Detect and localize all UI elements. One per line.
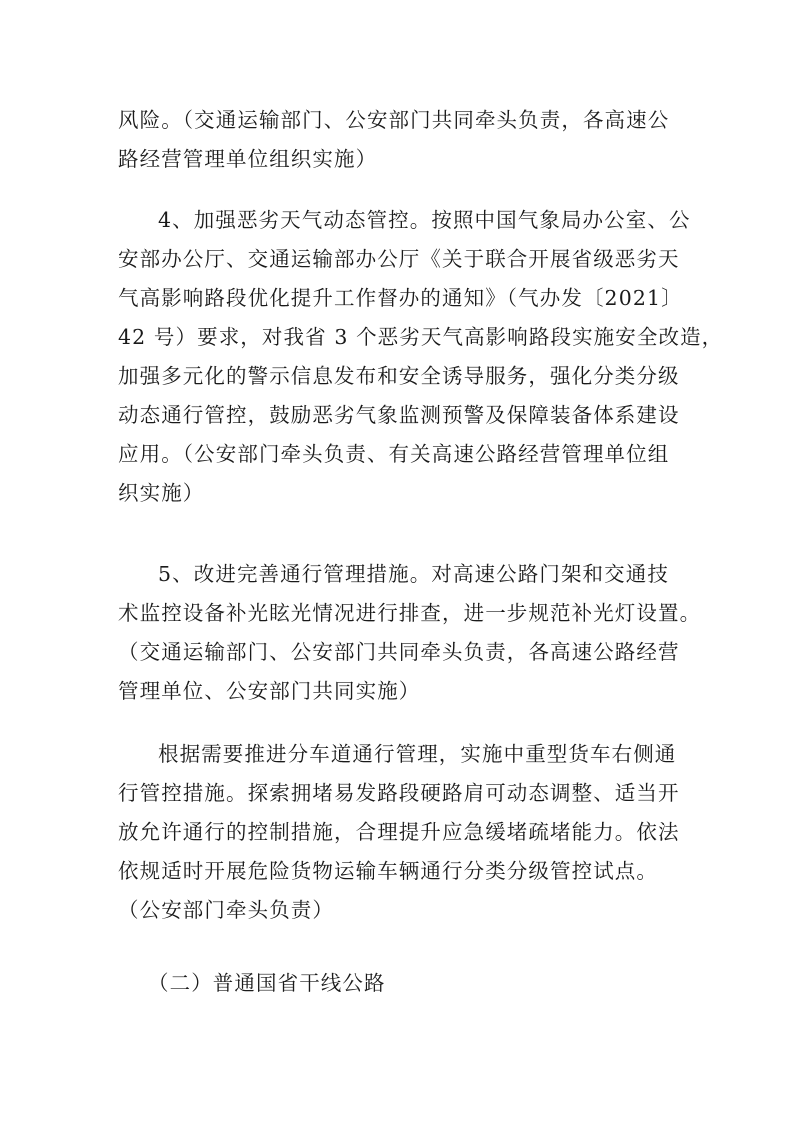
- text-line: 放允许通行的控制措施，合理提升应急缓堵疏堵能力。依法: [118, 820, 680, 844]
- text-line: 术监控设备补光眩光情况进行排查，进一步规范补光灯设置。: [118, 601, 702, 625]
- text-line: 42 号）要求，对我省 3 个恶劣天气高影响路段实施安全改造，: [118, 325, 724, 349]
- text-line: 气高影响路段优化提升工作督办的通知》（气办发〔2021〕: [118, 286, 683, 310]
- text-line: 动态通行管控，鼓励恶劣气象监测预警及保障装备体系建设: [118, 403, 680, 427]
- text-line: 安部办公厅、交通运输部办公厅《关于联合开展省级恶劣天: [118, 247, 680, 271]
- text-line: （公安部门牵头负责）: [118, 898, 334, 922]
- text-line: 依规适时开展危险货物运输车辆通行分类分级管控试点。: [118, 859, 658, 883]
- text-line: 加强多元化的警示信息发布和安全诱导服务，强化分类分级: [118, 364, 680, 388]
- text-line: 风险。（交通运输部门、公安部门共同牵头负责，各高速公: [118, 108, 670, 132]
- text-line: （交通运输部门、公安部门共同牵头负责，各高速公路经营: [118, 640, 680, 664]
- paragraph-lane-line: 根据需要推进分车道通行管理，实施中重型货车右侧通: [158, 742, 677, 766]
- text-line: 管理单位、公安部门共同实施）: [118, 679, 421, 703]
- text-line: 应用。（公安部门牵头负责、有关高速公路经营管理单位组: [118, 442, 670, 466]
- text-line: 织实施）: [118, 481, 205, 505]
- paragraph-5-heading-line: 5、改进完善通行管理措施。对高速公路门架和交通技: [158, 562, 669, 586]
- text-line: 路经营管理单位组织实施）: [118, 147, 378, 171]
- paragraph-4-heading-line: 4、加强恶劣天气动态管控。按照中国气象局办公室、公: [158, 208, 691, 232]
- section-heading: （二）普通国省干线公路: [148, 971, 386, 995]
- text-line: 行管控措施。探索拥堵易发路段硬路肩可动态调整、适当开: [118, 781, 680, 805]
